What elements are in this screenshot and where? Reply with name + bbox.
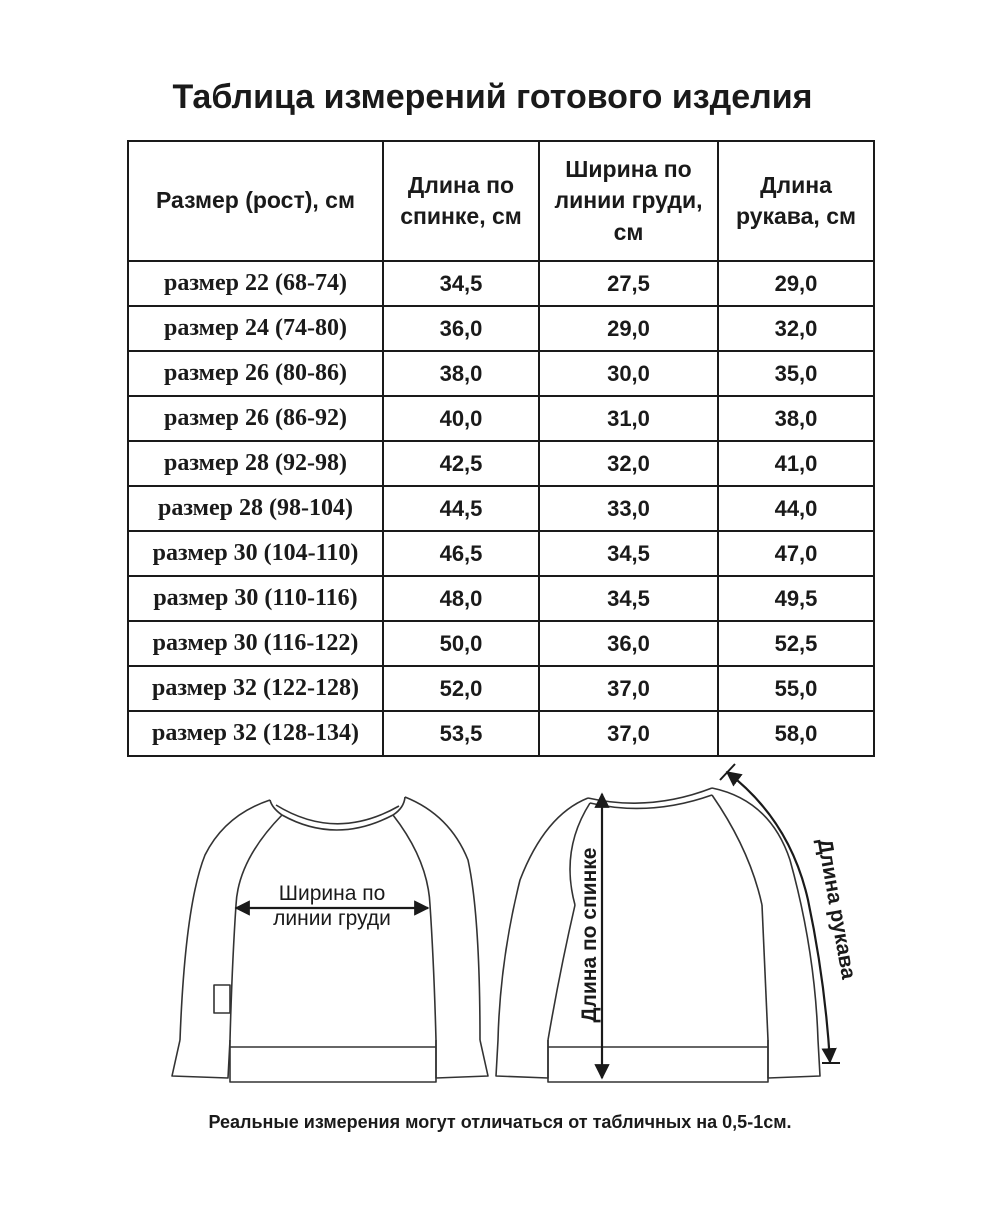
chest-width-cell: 27,5	[539, 261, 718, 306]
sleeve-length-arrow	[727, 772, 830, 1062]
size-cell: размер 32 (122-128)	[128, 666, 383, 711]
back-length-cell: 42,5	[383, 441, 539, 486]
chest-width-cell: 30,0	[539, 351, 718, 396]
back-length-cell: 44,5	[383, 486, 539, 531]
header-back-length: Длина по спинке, см	[383, 141, 539, 261]
back-length-cell: 46,5	[383, 531, 539, 576]
chest-width-cell: 34,5	[539, 576, 718, 621]
chest-width-cell: 29,0	[539, 306, 718, 351]
back-length-cell: 48,0	[383, 576, 539, 621]
back-length-cell: 40,0	[383, 396, 539, 441]
size-cell: размер 26 (86-92)	[128, 396, 383, 441]
chest-width-cell: 32,0	[539, 441, 718, 486]
chest-width-cell: 33,0	[539, 486, 718, 531]
sleeve-length-cell: 58,0	[718, 711, 874, 756]
sleeve-length-cell: 38,0	[718, 396, 874, 441]
sleeve-length-cell: 32,0	[718, 306, 874, 351]
sleeve-length-cell: 29,0	[718, 261, 874, 306]
header-chest-width: Ширина по линии груди, см	[539, 141, 718, 261]
back-length-label: Длина по спинке	[578, 847, 601, 1023]
header-size: Размер (рост), см	[128, 141, 383, 261]
sleeve-length-cell: 47,0	[718, 531, 874, 576]
chest-label-line2: линии груди	[273, 907, 391, 930]
size-cell: размер 32 (128-134)	[128, 711, 383, 756]
size-cell: размер 24 (74-80)	[128, 306, 383, 351]
header-sleeve-length: Длина рукава, см	[718, 141, 874, 261]
back-length-cell: 38,0	[383, 351, 539, 396]
size-cell: размер 30 (110-116)	[128, 576, 383, 621]
back-length-cell: 36,0	[383, 306, 539, 351]
back-length-cell: 52,0	[383, 666, 539, 711]
chest-width-cell: 37,0	[539, 666, 718, 711]
size-cell: размер 28 (92-98)	[128, 441, 383, 486]
sleeve-length-cell: 49,5	[718, 576, 874, 621]
measurement-note: Реальные измерения могут отличаться от табличных на 0,5-1см.	[208, 1112, 792, 1132]
chest-width-cell: 36,0	[539, 621, 718, 666]
back-length-cell: 34,5	[383, 261, 539, 306]
sleeve-length-cell: 55,0	[718, 666, 874, 711]
sleeve-length-cell: 44,0	[718, 486, 874, 531]
front-view-outline	[172, 797, 488, 1082]
size-cell: размер 28 (98-104)	[128, 486, 383, 531]
chest-width-cell: 34,5	[539, 531, 718, 576]
size-cell: размер 26 (80-86)	[128, 351, 383, 396]
chest-label-line1: Ширина по	[278, 882, 386, 905]
size-cell: размер 22 (68-74)	[128, 261, 383, 306]
size-cell: размер 30 (104-110)	[128, 531, 383, 576]
back-length-cell: 50,0	[383, 621, 539, 666]
sleeve-length-cell: 52,5	[718, 621, 874, 666]
sleeve-length-cell: 35,0	[718, 351, 874, 396]
chest-width-cell: 31,0	[539, 396, 718, 441]
back-view-outline	[496, 788, 820, 1082]
page-title: Таблица измерений готового изделия	[172, 78, 813, 116]
chest-width-cell: 37,0	[539, 711, 718, 756]
sleeve-length-cell: 41,0	[718, 441, 874, 486]
back-length-cell: 53,5	[383, 711, 539, 756]
sleeve-length-label: Длина рукава	[812, 836, 861, 981]
size-cell: размер 30 (116-122)	[128, 621, 383, 666]
